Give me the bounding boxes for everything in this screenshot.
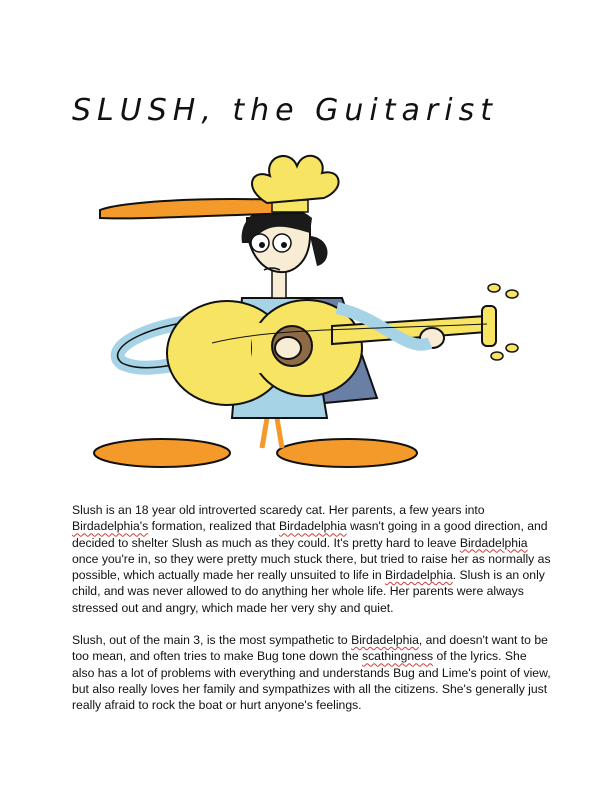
flagged-word: Birdadelphia's xyxy=(72,519,149,534)
page-title xyxy=(72,80,532,140)
head-crest xyxy=(252,156,339,203)
paragraph-2 xyxy=(72,632,552,713)
text-run: once you're in, so they were pretty much stuck there, but tried to raise her as normally as possible, which actually made her really unsuited to life in xyxy=(72,551,551,583)
left-leg xyxy=(262,418,267,448)
text-run: . Slush is an only child, and was never allowed to do anything her whole life. Her parents were always stressed out and angry, which made her very shy and quiet. xyxy=(72,568,545,615)
flagged-word: Birdadelphia xyxy=(384,568,453,583)
ponytail xyxy=(310,236,327,266)
left-foot xyxy=(94,439,230,467)
description-text xyxy=(72,502,552,730)
right-leg xyxy=(277,418,282,448)
text-run: Slush is an 18 year old introverted scaredy cat. Her parents, a few years into xyxy=(72,503,485,517)
text-run: Slush, out of the main 3, is the most sympathetic to xyxy=(72,633,352,648)
right-foot xyxy=(277,439,417,467)
text-run: wasn't going in a good direction, and decided to shelter Slush as much as they could. It's pretty hard to leave xyxy=(72,519,548,550)
flagged-word: Birdadelphia xyxy=(459,535,528,550)
text-run: of the lyrics. She also has a lot of problems with everything and understands Bug and Lime's point of view, but also really loves her family and sympathizes with all the citizens. She's generally just really afraid to rock the boat or hurt anyone's feelings. xyxy=(72,649,551,713)
right-hand xyxy=(275,337,301,359)
flagged-word: Birdadelphia xyxy=(351,633,419,648)
text-run: , and doesn't want to be too mean, and often tries to make Bug tone down the xyxy=(72,633,548,664)
page-title-text: SLUSH, the Guitarist xyxy=(72,93,498,128)
paragraph-1 xyxy=(72,502,552,616)
guitar-headstock xyxy=(482,306,496,346)
slush-illustration xyxy=(92,148,532,478)
text-run: formation, realized that xyxy=(148,519,279,534)
flagged-word: scathingness xyxy=(361,649,434,664)
flagged-word: Birdadelphia xyxy=(278,519,347,534)
